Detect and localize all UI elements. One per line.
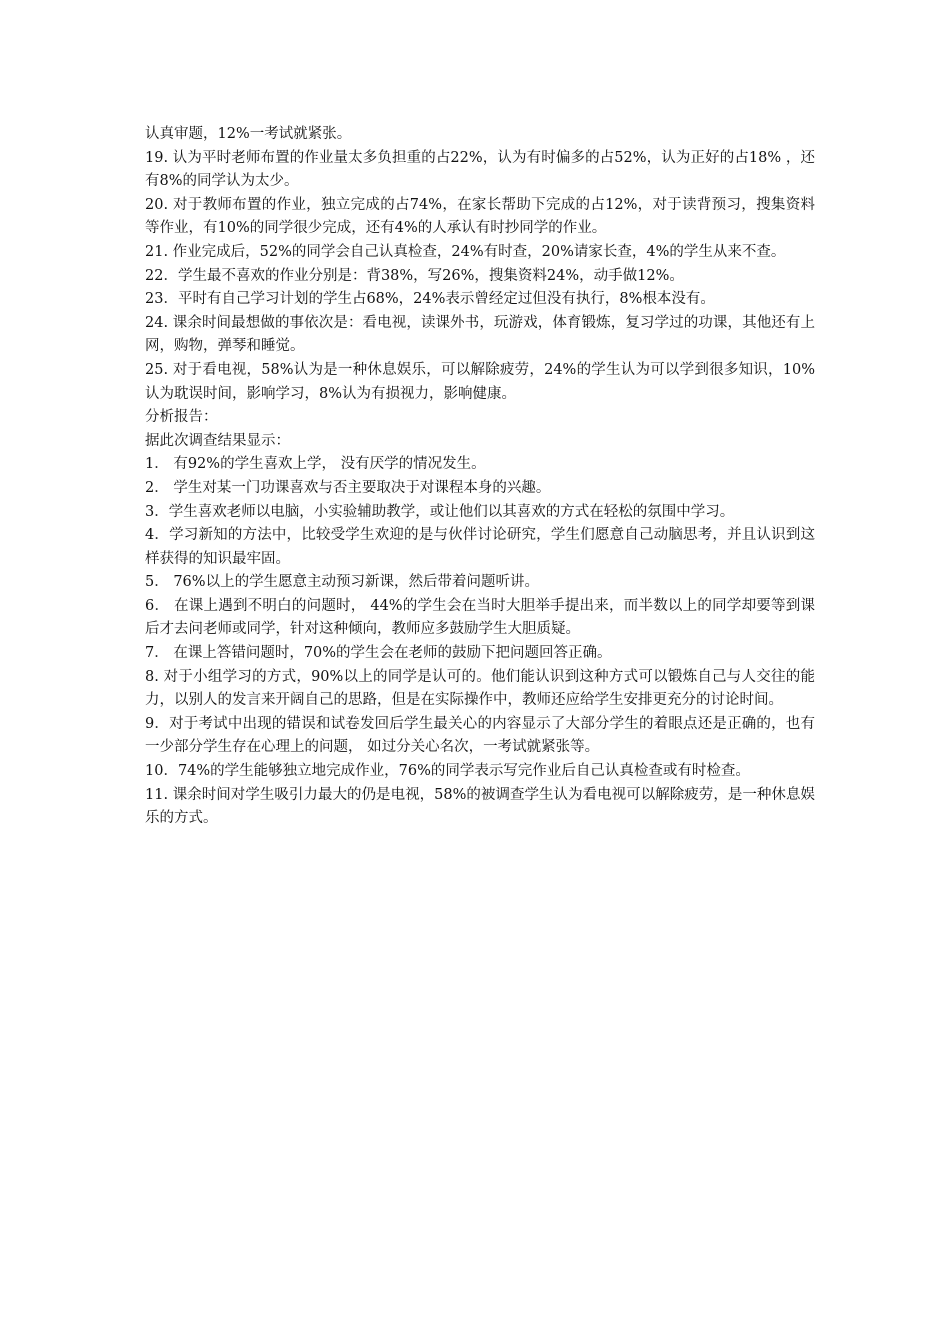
survey-item-21: 21. 作业完成后，52%的同学会自己认真检查，24%有时查，20%请家长查，4%的学生从来不查。 [145, 243, 786, 260]
finding-1: 1． 有92%的学生喜欢上学， 没有厌学的情况发生。 [145, 456, 486, 473]
survey-item-22: 22．学生最不喜欢的作业分别是：背38%，写26%，搜集资料24%，动手做12%。 [145, 267, 684, 284]
section-intro: 据此次调查结果显示： [145, 432, 290, 449]
finding-2: 2． 学生对某一门功课喜欢与否主要取决于对课程本身的兴趣。 [145, 479, 551, 496]
finding-10: 10．74%的学生能够独立地完成作业，76%的同学表示写完作业后自己认真检查或有时检查。 [145, 763, 750, 780]
document-page [145, 123, 815, 831]
finding-11: 11. 课余时间对学生吸引力最大的仍是电视，58%的被调查学生认为看电视可以解除疲劳，是一种休息娱乐的方式。 [145, 786, 815, 827]
section-heading-analysis: 分析报告： [145, 409, 218, 426]
finding-5: 5． 76%以上的学生愿意主动预习新课，然后带着问题听讲。 [145, 574, 540, 591]
finding-3: 3．学生喜欢老师以电脑，小实验辅助教学，或让他们以其喜欢的方式在轻松的氛围中学习。 [145, 503, 735, 520]
survey-item-23: 23．平时有自己学习计划的学生占68%，24%表示曾经定过但没有执行，8%根本没有。 [145, 291, 715, 308]
survey-item-24: 24. 课余时间最想做的事依次是：看电视，读课外书，玩游戏，体育锻炼，复习学过的功课，其他还有上网，购物，弹琴和睡觉。 [145, 314, 815, 355]
finding-7: 7． 在课上答错问题时，70%的学生会在老师的鼓励下把问题回答正确。 [145, 645, 612, 662]
survey-item-19: 19. 认为平时老师布置的作业量太多负担重的占22%，认为有时偏多的占52%，认为正好的占18% ，还有8%的同学认为太少。 [145, 149, 815, 190]
finding-8: 8. 对于小组学习的方式，90%以上的同学是认可的。他们能认识到这种方式可以锻炼自己与人交往的能力，以别人的发言来开阔自己的思路，但是在实际操作中，教师还应给学生安排更充分的讨论时间。 [145, 668, 815, 709]
survey-item-20: 20. 对于教师布置的作业，独立完成的占74%，在家长帮助下完成的占12%，对于读背预习，搜集资料等作业，有10%的同学很少完成，还有4%的人承认有时抄同学的作业。 [145, 196, 815, 237]
survey-item-25: 25. 对于看电视，58%认为是一种休息娱乐，可以解除疲劳，24%的学生认为可以学到很多知识，10%认为耽误时间，影响学习，8%认为有损视力，影响健康。 [145, 361, 815, 402]
finding-4: 4．学习新知的方法中，比较受学生欢迎的是与伙伴讨论研究，学生们愿意自己动脑思考，并且认识到这样获得的知识最牢固。 [145, 527, 815, 567]
finding-6: 6． 在课上遇到不明白的问题时， 44%的学生会在当时大胆举手提出来，而半数以上的同学却要等到课后才去问老师或同学，针对这种倾向，教师应多鼓励学生大胆质疑。 [145, 597, 815, 638]
paragraph-continuation: 认真审题，12%一考试就紧张。 [145, 126, 352, 142]
finding-9: 9．对于考试中出现的错误和试卷发回后学生最关心的内容显示了大部分学生的着眼点还是正确的，也有一少部分学生存在心理上的问题， 如过分关心名次，一考试就紧张等。 [145, 715, 815, 756]
